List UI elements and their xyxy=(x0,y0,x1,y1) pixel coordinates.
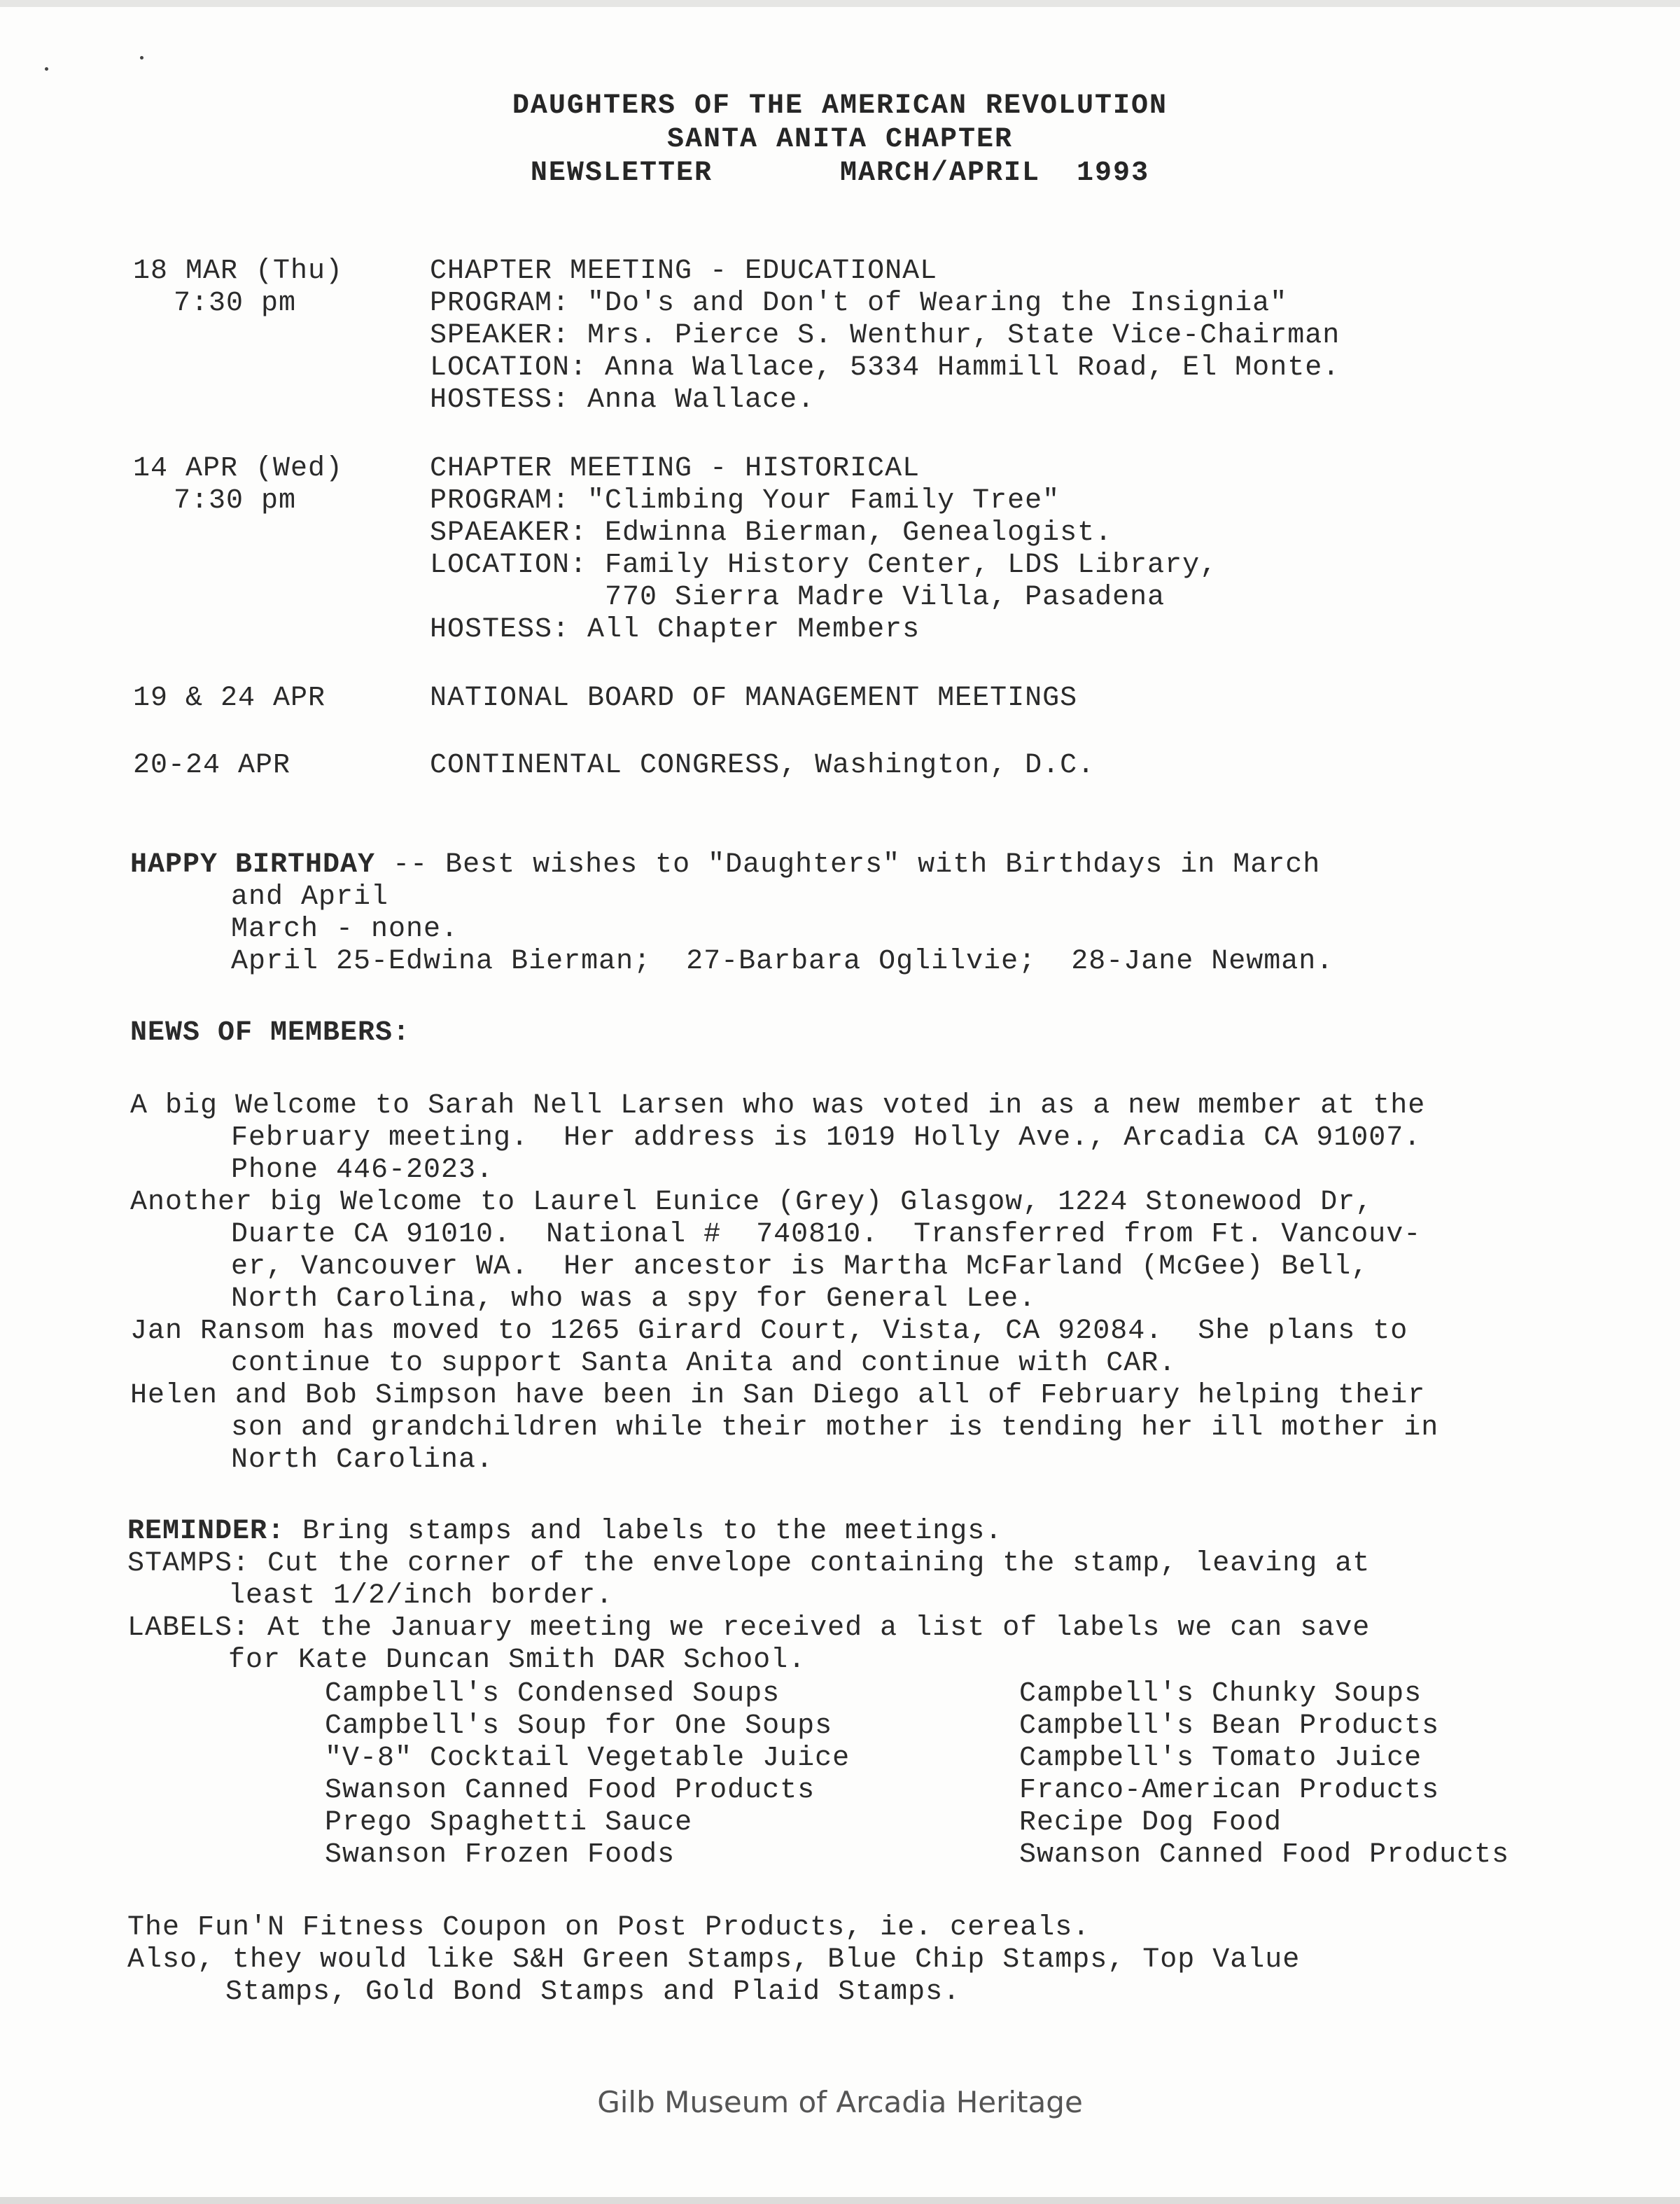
labels-line: LABELS: At the January meeting we received a list of labels we can save xyxy=(127,1612,1371,1644)
event-line: PROGRAM: "Do's and Don't of Wearing the Insignia" xyxy=(430,288,1288,319)
reminder-paragraph xyxy=(127,1516,1002,1548)
event-date: 19 & 24 APR xyxy=(133,683,326,714)
header-chapter-name: SANTA ANITA CHAPTER xyxy=(666,124,1014,155)
header-issue xyxy=(0,157,1680,190)
event-line: CHAPTER MEETING - EDUCATIONAL xyxy=(430,256,938,287)
news-line: Jan Ransom has moved to 1265 Girard Court, Vista, CA 92084. She plans to xyxy=(130,1316,1408,1347)
news-line: Duarte CA 91010. National # 740810. Transferred from Ft. Vancouv- xyxy=(231,1219,1422,1250)
news-heading: NEWS OF MEMBERS: xyxy=(130,1017,411,1049)
scan-edge-top xyxy=(0,0,1680,7)
event-time: 7:30 pm xyxy=(174,288,297,319)
header-org-name: DAUGHTERS OF THE AMERICAN REVOLUTION xyxy=(512,90,1168,122)
news-line: North Carolina, who was a spy for General Lee. xyxy=(231,1283,1037,1315)
news-line: son and grandchildren while their mother is tending her ill mother in xyxy=(231,1412,1439,1444)
reminder-text: Bring stamps and labels to the meetings. xyxy=(285,1516,1003,1547)
news-line: A big Welcome to Sarah Nell Larsen who was voted in as a new member at the xyxy=(130,1090,1426,1122)
news-line: Phone 446-2023. xyxy=(231,1155,494,1186)
news-line: Helen and Bob Simpson have been in San Diego all of February helping their xyxy=(130,1380,1426,1411)
reminder-heading: REMINDER: xyxy=(127,1516,286,1547)
birthday-march: March - none. xyxy=(231,914,459,945)
birthday-intro-cont: and April xyxy=(231,881,389,913)
event-line: LOCATION: Anna Wallace, 5334 Hammill Road, El Monte. xyxy=(430,352,1340,384)
birthday-april: April 25-Edwina Bierman; 27-Barbara Oglilvie; 28-Jane Newman. xyxy=(231,946,1334,977)
label-item: Campbell's Tomato Juice xyxy=(1019,1743,1422,1774)
news-line: continue to support Santa Anita and continue with CAR. xyxy=(231,1348,1177,1379)
header-issue-date: MARCH/APRIL 1993 xyxy=(840,158,1150,189)
event-line: HOSTESS: All Chapter Members xyxy=(430,614,920,646)
label-item: Swanson Canned Food Products xyxy=(1019,1839,1510,1871)
label-item: Prego Spaghetti Sauce xyxy=(325,1807,693,1839)
labels-line: for Kate Duncan Smith DAR School. xyxy=(228,1645,806,1676)
news-line: February meeting. Her address is 1019 Holly Ave., Arcadia CA 91007. xyxy=(231,1122,1422,1154)
stamps-line: STAMPS: Cut the corner of the envelope containing the stamp, leaving at xyxy=(127,1548,1371,1579)
event-line: HOSTESS: Anna Wallace. xyxy=(430,384,816,416)
label-item: "V-8" Cocktail Vegetable Juice xyxy=(325,1743,850,1774)
event-date: 18 MAR (Thu) xyxy=(133,256,344,287)
label-item: Franco-American Products xyxy=(1019,1775,1440,1806)
event-date: 20-24 APR xyxy=(133,750,291,781)
news-line: Another big Welcome to Laurel Eunice (Grey) Glasgow, 1224 Stonewood Dr, xyxy=(130,1187,1373,1218)
header-newsletter-label: NEWSLETTER xyxy=(530,158,713,189)
closing-line: The Fun'N Fitness Coupon on Post Products, ie. cereals. xyxy=(127,1912,1091,1944)
museum-watermark: Gilb Museum of Arcadia Heritage xyxy=(597,2085,1083,2119)
label-item: Campbell's Soup for One Soups xyxy=(325,1710,833,1742)
event-date: 14 APR (Wed) xyxy=(133,453,344,484)
scan-edge-bottom xyxy=(0,2197,1680,2204)
label-item: Swanson Canned Food Products xyxy=(325,1775,816,1806)
event-line: CHAPTER MEETING - HISTORICAL xyxy=(430,453,920,484)
label-item: Recipe Dog Food xyxy=(1019,1807,1282,1839)
news-line: North Carolina. xyxy=(231,1444,494,1476)
event-line: SPEAKER: Mrs. Pierce S. Wenthur, State Vice-Chairman xyxy=(430,320,1340,351)
closing-line: Also, they would like S&H Green Stamps, Blue Chip Stamps, Top Value xyxy=(127,1944,1301,1976)
closing-line: Stamps, Gold Bond Stamps and Plaid Stamps. xyxy=(225,1976,961,2008)
birthday-paragraph xyxy=(130,849,1320,881)
event-line: CONTINENTAL CONGRESS, Washington, D.C. xyxy=(430,750,1096,781)
event-line: PROGRAM: "Climbing Your Family Tree" xyxy=(430,485,1060,517)
news-line: er, Vancouver WA. Her ancestor is Martha McFarland (McGee) Bell, xyxy=(231,1251,1369,1283)
stamps-line: least 1/2/inch border. xyxy=(228,1580,614,1612)
label-item: Swanson Frozen Foods xyxy=(325,1839,676,1871)
event-line: SPAEAKER: Edwinna Bierman, Genealogist. xyxy=(430,517,1113,549)
event-line: NATIONAL BOARD OF MANAGEMENT MEETINGS xyxy=(430,683,1078,714)
birthday-heading: HAPPY BIRTHDAY xyxy=(130,849,376,881)
scan-speck xyxy=(140,56,144,60)
newsletter-header xyxy=(0,90,1680,190)
label-item: Campbell's Bean Products xyxy=(1019,1710,1440,1742)
label-item: Campbell's Chunky Soups xyxy=(1019,1678,1422,1710)
label-item: Campbell's Condensed Soups xyxy=(325,1678,780,1710)
event-line: LOCATION: Family History Center, LDS Library, xyxy=(430,550,1218,581)
scan-speck xyxy=(45,67,48,71)
birthday-intro: -- Best wishes to "Daughters" with Birthdays in March xyxy=(375,849,1321,881)
event-time: 7:30 pm xyxy=(174,485,297,517)
event-line: 770 Sierra Madre Villa, Pasadena xyxy=(430,582,1166,613)
